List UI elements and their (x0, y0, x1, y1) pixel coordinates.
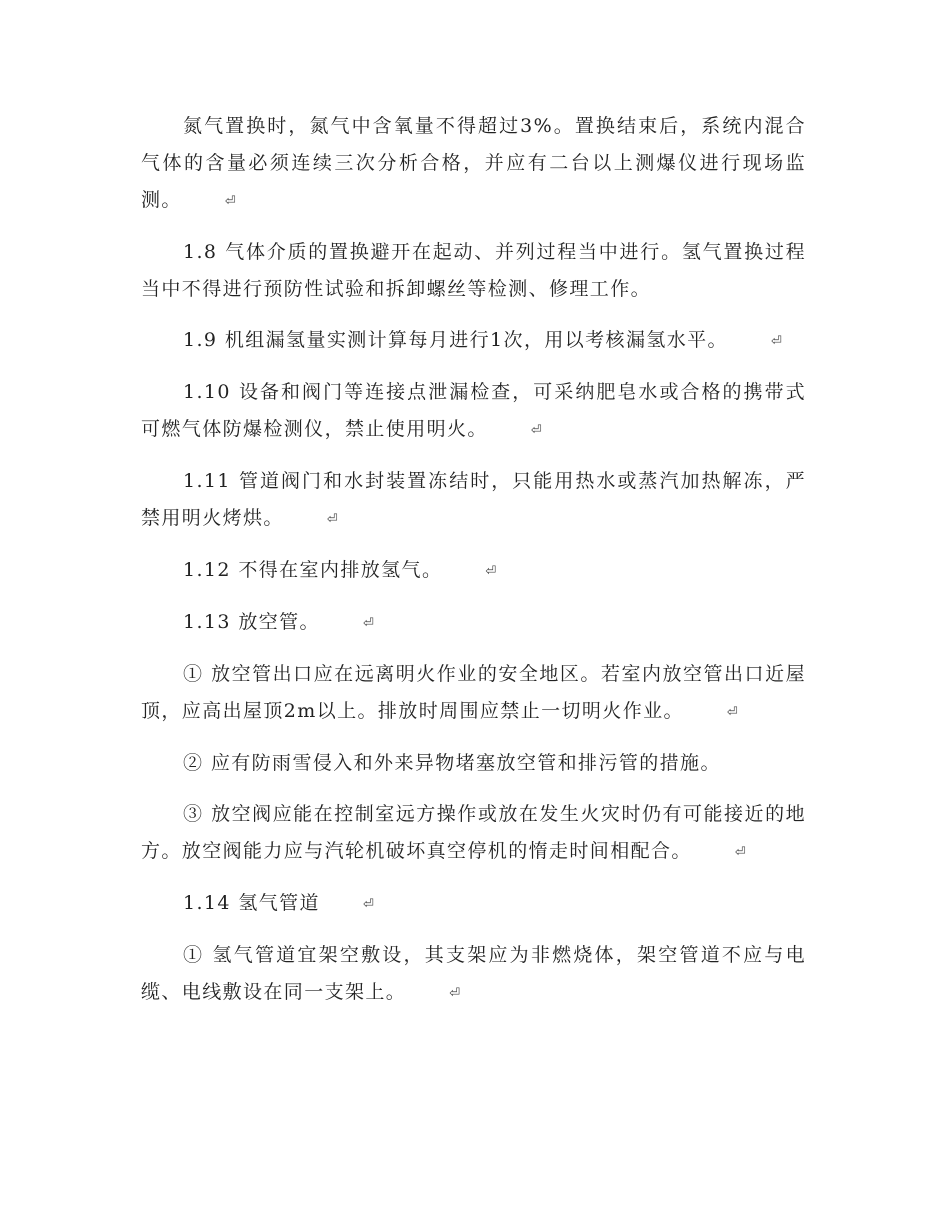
paragraph-1-9 (141, 322, 806, 360)
paragraph-mark-icon: ⏎ (485, 564, 497, 579)
paragraph-text: ① 放空管出口应在远离明火作业的安全地区。若室内放空管出口近屋顶，应高出屋顶2m以上。排放时周围应禁止一切明火作业。 (141, 663, 806, 722)
paragraph-mark-icon: ⏎ (362, 897, 374, 912)
paragraph-mark-icon: ⏎ (770, 334, 782, 349)
paragraph-text: ② 应有防雨雪侵入和外来异物堵塞放空管和排污管的措施。 (183, 752, 721, 774)
paragraph-1-11 (141, 463, 806, 538)
paragraph-item-1-pipe (141, 937, 806, 1012)
paragraph-1-10 (141, 374, 806, 449)
paragraph-mark-icon: ⏎ (224, 194, 236, 209)
paragraph-text: 氮气置换时，氮气中含氧量不得超过3%。置换结束后，系统内混合气体的含量必须连续三次分析合格，并应有二台以上测爆仪进行现场监测。 (141, 115, 806, 211)
paragraph-nitrogen-replacement (141, 108, 806, 220)
paragraph-text: 1.9 机组漏氢量实测计算每月进行1次，用以考核漏氢水平。 (183, 329, 728, 351)
paragraph-text: 1.13 放空管。 (183, 611, 320, 633)
document-body (141, 108, 806, 1026)
paragraph-mark-icon: ⏎ (362, 616, 374, 631)
paragraph-mark-icon: ⏎ (726, 705, 738, 720)
paragraph-text: ③ 放空阀应能在控制室远方操作或放在发生火灾时仍有可能接近的地方。放空阀能力应与汽轮机破坏真空停机的惰走时间相配合。 (141, 803, 806, 862)
paragraph-mark-icon: ⏎ (530, 423, 542, 438)
paragraph-text: 1.12 不得在室内排放氢气。 (183, 559, 443, 581)
paragraph-text: 1.14 氢气管道 (183, 892, 320, 914)
paragraph-mark-icon: ⏎ (734, 845, 746, 860)
paragraph-item-1 (141, 656, 806, 731)
paragraph-item-2 (141, 745, 806, 782)
paragraph-mark-icon: ⏎ (449, 986, 461, 1001)
paragraph-mark-icon: ⏎ (326, 512, 338, 527)
paragraph-text: ① 氢气管道宜架空敷设，其支架应为非燃烧体，架空管道不应与电缆、电线敷设在同一支架上。 (141, 944, 806, 1003)
paragraph-1-8 (141, 234, 806, 308)
paragraph-1-12 (141, 552, 806, 590)
paragraph-text: 1.8 气体介质的置换避开在起动、并列过程当中进行。氢气置换过程当中不得进行预防性试验和拆卸螺丝等检测、修理工作。 (141, 241, 806, 300)
paragraph-1-14 (141, 885, 806, 923)
paragraph-text: 1.11 管道阀门和水封装置冻结时，只能用热水或蒸汽加热解冻，严禁用明火烤烘。 (141, 470, 806, 529)
paragraph-item-3 (141, 796, 806, 871)
paragraph-text: 1.10 设备和阀门等连接点泄漏检查，可采纳肥皂水或合格的携带式可燃气体防爆检测仪，禁止使用明火。 (141, 381, 806, 440)
paragraph-1-13 (141, 604, 806, 642)
